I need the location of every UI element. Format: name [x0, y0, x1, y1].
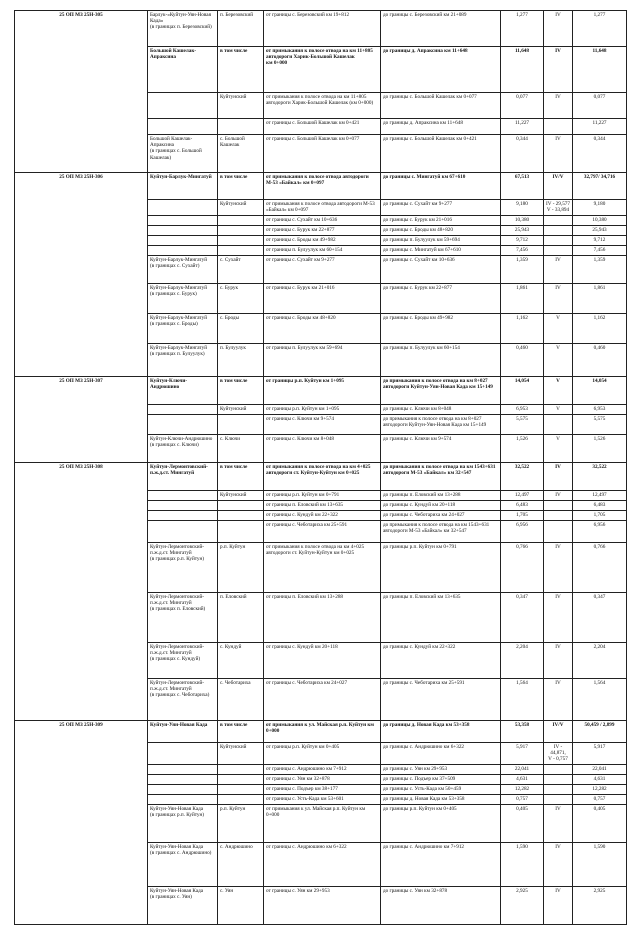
district-cell: с. Большой Кашелак [218, 135, 264, 173]
length-total-cell: 12,282 [573, 784, 627, 794]
length-total-cell: 6,953 [573, 405, 627, 415]
from-cell: от границы с. Уян км 32+878 [264, 774, 381, 784]
road-name [148, 216, 218, 226]
to-cell: до границы с. Мингатуй км 67+610 [381, 173, 501, 200]
road-name: Куйтун-Ключи-Андрюшино (в границах с. Ключи) [148, 435, 218, 463]
to-cell: до примыкания к полосе отвода на км 1543+631 автодороги М-53 «Байкал» км 32+547 [381, 463, 501, 491]
to-cell: до границы с. Чеботариха км 25+591 [381, 679, 501, 721]
length-total-cell: 1,359 [573, 256, 627, 284]
category-cell: V [544, 377, 573, 405]
road-name [148, 226, 218, 236]
length-cell: 9,712 [501, 236, 544, 246]
length-cell: 12,497 [501, 491, 544, 501]
table-body [15, 11, 627, 925]
category-cell: IV - 29,577 V - 33,894 [544, 200, 573, 216]
district-cell: в том числе [218, 173, 264, 200]
district-cell: с. Андрюшино [218, 842, 264, 886]
length-cell: 1,590 [501, 842, 544, 886]
road-name: Куйтун-Лермонтовский-п.ж.д.ст. Мингатуй (в границах с. Кундуй) [148, 643, 218, 679]
road-name: Куйтун-Лермонтовский-п.ж.д.ст. Мингатуй (в границах п. Еловский) [148, 593, 218, 643]
length-cell: 0,344 [501, 135, 544, 173]
table-row [15, 11, 627, 47]
length-cell: 53,358 [501, 721, 544, 743]
length-cell: 5,575 [501, 415, 544, 435]
road-name: Куйтун-Лермонтовский-п.ж.д.ст. Мингатуй (в границах с. Чеботариха) [148, 679, 218, 721]
from-cell: от границы с. Большой Кашелак км 0+421 [264, 119, 381, 135]
district-cell: Куйтунский [218, 200, 264, 216]
length-cell: 6,953 [501, 405, 544, 415]
length-cell: 0,347 [501, 593, 544, 643]
road-name [148, 521, 218, 543]
from-cell: от границы р.п. Куйтун км 0+405 [264, 743, 381, 765]
road-name [148, 501, 218, 511]
district-cell: р.п. Куйтун [218, 804, 264, 842]
category-cell: V [544, 344, 573, 377]
length-total-cell: 1,705 [573, 511, 627, 521]
length-total-cell: 1,590 [573, 842, 627, 886]
road-name [148, 119, 218, 135]
length-total-cell: 0,757 [573, 794, 627, 804]
to-cell: до границы с. Мингатуй км 67+610 [381, 246, 501, 256]
to-cell: до границы с. Ключи км 8+048 [381, 405, 501, 415]
category-cell: IV [544, 463, 573, 491]
length-total-cell: 9,180 [573, 200, 627, 216]
road-name [148, 246, 218, 256]
to-cell: до границы с. Андрюшино км 7+912 [381, 842, 501, 886]
category-cell: IV - 44,871, V - 0,757 [544, 743, 573, 765]
length-total-cell: 5,575 [573, 415, 627, 435]
district-cell [218, 119, 264, 135]
length-cell: 14,054 [501, 377, 544, 405]
length-cell: 7,456 [501, 246, 544, 256]
length-total-cell: 7,456 [573, 246, 627, 256]
district-cell [218, 774, 264, 784]
road-code: 25 ОП МЗ 25Н-309 [15, 721, 148, 925]
district-cell: Куйтунский [218, 491, 264, 501]
road-name: Куйтун-Лермонтовский-п.ж.д.ст. Мингатуй (в границах р.п. Куйтун) [148, 543, 218, 593]
district-cell: п. Булуулук [218, 344, 264, 377]
to-cell: до границы с. Уян км 29+953 [381, 764, 501, 774]
length-cell: 1,277 [501, 11, 544, 47]
length-total-cell: 1,162 [573, 314, 627, 344]
from-cell: от границы п. Еловский км 13+635 [264, 501, 381, 511]
from-cell: от границы с. Сухайт км 10+636 [264, 216, 381, 226]
length-cell: 32,522 [501, 463, 544, 491]
length-total-cell: 11,227 [573, 119, 627, 135]
length-total-cell: 0,347 [573, 593, 627, 643]
from-cell: от границы р.п. Куйтун км 1+095 [264, 405, 381, 415]
length-cell: 5,917 [501, 743, 544, 765]
length-total-cell: 0,344 [573, 135, 627, 173]
road-register-table [14, 10, 627, 925]
category-cell [544, 236, 573, 246]
category-cell: IV [544, 93, 573, 119]
district-cell [218, 415, 264, 435]
category-cell: IV [544, 643, 573, 679]
district-cell [218, 784, 264, 794]
length-total-cell: 1,526 [573, 435, 627, 463]
category-cell: V [544, 405, 573, 415]
district-cell: р.п. Куйтун [218, 543, 264, 593]
length-cell: 1,162 [501, 314, 544, 344]
district-cell: с. Чеботариха [218, 679, 264, 721]
district-cell [218, 226, 264, 236]
length-total-cell: 0,766 [573, 543, 627, 593]
road-name: Куйтун-Лермонтовский-п.ж.д.ст. Мингатуй [148, 463, 218, 491]
category-cell: IV [544, 842, 573, 886]
district-cell: в том числе [218, 463, 264, 491]
to-cell: до границы с. Андрюшино км 6+322 [381, 743, 501, 765]
road-name [148, 794, 218, 804]
length-cell: 1,526 [501, 435, 544, 463]
category-cell [544, 794, 573, 804]
road-name [148, 200, 218, 216]
length-cell: 12,282 [501, 784, 544, 794]
length-cell: 0,757 [501, 794, 544, 804]
length-total-cell: 6,956 [573, 521, 627, 543]
length-total-cell: 0,077 [573, 93, 627, 119]
district-cell: п. Березовский [218, 11, 264, 47]
from-cell: от границы с. Большой Кашелак км 0+077 [264, 135, 381, 173]
road-name [148, 784, 218, 794]
category-cell: IV/V [544, 721, 573, 743]
district-cell [218, 511, 264, 521]
from-cell: от примыкания к полосе отвода автодороги М-53 «Байкал» км 0+097 [264, 200, 381, 216]
road-name [148, 491, 218, 501]
from-cell: от примыкания к полосе отвода на км 4+025 автодороги ст. Куйтун-Куйтун км 0+025 [264, 463, 381, 491]
road-code: 25 ОП МЗ 25Н-307 [15, 377, 148, 463]
category-cell [544, 784, 573, 794]
road-name: Куйтун-Барлук-Мингатуй [148, 173, 218, 200]
district-cell: с. Бурук [218, 284, 264, 314]
road-name [148, 511, 218, 521]
length-cell: 22,041 [501, 764, 544, 774]
road-code: 25 ОП МЗ 25Н-305 [15, 11, 148, 173]
length-cell: 11,648 [501, 47, 544, 93]
length-total-cell: 12,497 [573, 491, 627, 501]
from-cell: от границы с. Березовский км 19+812 [264, 11, 381, 47]
length-cell: 9,180 [501, 200, 544, 216]
category-cell [544, 764, 573, 774]
road-name [148, 743, 218, 765]
from-cell: от границы с. Уян км 29+953 [264, 886, 381, 924]
length-total-cell: 50,459 / 2,899 [573, 721, 627, 743]
district-cell [218, 246, 264, 256]
category-cell: IV/V [544, 173, 573, 200]
to-cell: до границы с. Сухайт км 9+277 [381, 200, 501, 216]
from-cell: от границы с. Бурук км 21+016 [264, 284, 381, 314]
category-cell: IV [544, 593, 573, 643]
category-cell [544, 119, 573, 135]
road-name: Куйтун-Уян-Новая Када [148, 721, 218, 743]
from-cell: от границы с. Сухайт км 9+277 [264, 256, 381, 284]
from-cell: от границы с. Чеботариха км 24+027 [264, 679, 381, 721]
to-cell: до границы с. Сухайт км 10+636 [381, 256, 501, 284]
to-cell: до границы с. Броды км 48+820 [381, 226, 501, 236]
category-cell [544, 415, 573, 435]
from-cell: от границы с. Чеботариха км 25+591 [264, 521, 381, 543]
length-cell: 6,956 [501, 521, 544, 543]
road-name: Куйтун-Барлук-Мингатуй (в границах с. Бурук) [148, 284, 218, 314]
to-cell: до границы п. Еловский км 13+635 [381, 593, 501, 643]
length-total-cell: 22,041 [573, 764, 627, 774]
length-total-cell: 10,380 [573, 216, 627, 226]
category-cell: IV [544, 804, 573, 842]
district-cell: п. Еловский [218, 593, 264, 643]
length-cell: 25,943 [501, 226, 544, 236]
table-row [15, 173, 627, 200]
road-code: 25 ОП МЗ 25Н-308 [15, 463, 148, 721]
district-cell: с. Сухайт [218, 256, 264, 284]
to-cell: до границы с. Большой Кашелак км 0+077 [381, 93, 501, 119]
category-cell [544, 216, 573, 226]
to-cell: до границы д. Новая Када км 53+358 [381, 721, 501, 743]
from-cell: от границы с. Подъер км 38+177 [264, 784, 381, 794]
to-cell: до границы д. Апраксина км 11+648 [381, 119, 501, 135]
length-cell: 6,483 [501, 501, 544, 511]
to-cell: до границы с. Чеботариха км 24+027 [381, 511, 501, 521]
district-cell [218, 521, 264, 543]
to-cell: до границы с. Бурук км 21+016 [381, 216, 501, 226]
length-cell: 67,513 [501, 173, 544, 200]
length-total-cell: 6,483 [573, 501, 627, 511]
to-cell: до примыкания к полосе отвода на км 8+027 автодороги Куйтун-Уян-Новая Када км 15+149 [381, 377, 501, 405]
district-cell: Куйтунский [218, 405, 264, 415]
from-cell: от границы с. Усть-Када км 53+601 [264, 794, 381, 804]
table-row [15, 463, 627, 491]
district-cell [218, 501, 264, 511]
from-cell: от границы п. Еловский км 13+288 [264, 593, 381, 643]
length-total-cell: 5,917 [573, 743, 627, 765]
to-cell: до границы с. Усть-Када км 50+459 [381, 784, 501, 794]
road-name: Большой Кашелак-Апрaксина (в границах с. Большой Кашелак) [148, 135, 218, 173]
length-total-cell: 14,054 [573, 377, 627, 405]
district-cell: с. Уян [218, 886, 264, 924]
from-cell: от границы с. Ключи км 9+574 [264, 415, 381, 435]
from-cell: от примыкания к ул. Майская р.п. Куйтун км 0+000 [264, 721, 381, 743]
from-cell: от границы с. Ключи км 8+048 [264, 435, 381, 463]
table-row [15, 721, 627, 743]
district-cell [218, 794, 264, 804]
category-cell [544, 501, 573, 511]
from-cell: от границы с. Бурук км 22+877 [264, 226, 381, 236]
table-row [15, 377, 627, 405]
length-cell: 0,405 [501, 804, 544, 842]
from-cell: от границы с. Андрюшино км 7+912 [264, 764, 381, 774]
road-name: Куйтун-Барлук-Мингатуй (в границах с. Броды) [148, 314, 218, 344]
road-name: Куйтун-Уян-Новая Када (в границах р.п. Куйтун) [148, 804, 218, 842]
to-cell: до границы с. Большой Кашелак км 0+421 [381, 135, 501, 173]
from-cell: от границы с. Андрюшино км 6+322 [264, 842, 381, 886]
length-total-cell: 0,405 [573, 804, 627, 842]
category-cell: IV [544, 284, 573, 314]
road-name: Куйтун-Уян-Новая Када (в границах с. Андрюшино) [148, 842, 218, 886]
district-cell: Куйтунский [218, 743, 264, 765]
category-cell [544, 521, 573, 543]
road-name: Куйтун-Ключи-Андрюшино [148, 377, 218, 405]
length-cell: 11,227 [501, 119, 544, 135]
from-cell: от примыкания к полосе отвода на км 4+025 автодороги ст. Куйтун-Куйтун км 0+025 [264, 543, 381, 593]
category-cell [544, 511, 573, 521]
length-cell: 0,077 [501, 93, 544, 119]
to-cell: до границы с. Кундуй км 20+118 [381, 501, 501, 511]
from-cell: от примыкания к полосе отвода автодороги М-53 «Байкал» км 0+097 [264, 173, 381, 200]
length-total-cell: 1,277 [573, 11, 627, 47]
to-cell: до границы с. Уян км 32+878 [381, 886, 501, 924]
length-total-cell: 9,712 [573, 236, 627, 246]
to-cell: до примыкания к полосе отвода на км 1543+631 автодороги М-53 «Байкал» км 32+547 [381, 521, 501, 543]
category-cell: IV [544, 886, 573, 924]
from-cell: от границы п. Булуулук км 60+154 [264, 246, 381, 256]
to-cell: до границы п. Булуулук км 59+694 [381, 236, 501, 246]
length-total-cell: 2,204 [573, 643, 627, 679]
to-cell: до границы с. Кундуй км 22+322 [381, 643, 501, 679]
from-cell: от границы с. Кундуй км 22+322 [264, 511, 381, 521]
from-cell: от границы р.п. Куйтун км 0+791 [264, 491, 381, 501]
from-cell: от примыкания к полосе отвода на км 11+805 автодороги Харик-Большой Кашелак км 0+000 [264, 47, 381, 93]
district-cell [218, 216, 264, 226]
district-cell: в том числе [218, 47, 264, 93]
district-cell: в том числе [218, 721, 264, 743]
length-total-cell: 1,861 [573, 284, 627, 314]
from-cell: от границы с. Броды км 49+982 [264, 236, 381, 246]
to-cell: до границы п. Еловский км 13+288 [381, 491, 501, 501]
road-name [148, 415, 218, 435]
road-name: Куйтун-Барлук-Мингатуй (в границах п. Булуулук) [148, 344, 218, 377]
length-cell: 2,204 [501, 643, 544, 679]
length-cell: 2,925 [501, 886, 544, 924]
length-cell: 10,380 [501, 216, 544, 226]
category-cell [544, 774, 573, 784]
length-total-cell: 0,460 [573, 344, 627, 377]
to-cell: до границы с. Бурук км 22+877 [381, 284, 501, 314]
from-cell: от границы с. Броды км 48+820 [264, 314, 381, 344]
road-code: 25 ОП МЗ 25Н-306 [15, 173, 148, 377]
length-cell: 1,861 [501, 284, 544, 314]
to-cell: до границы р.п. Куйтун км 0+791 [381, 543, 501, 593]
to-cell: до границы с. Березовский км 21+089 [381, 11, 501, 47]
to-cell: до примыкания к полосе отвода на км 8+027 автодороги Куйтун-Уян-Новая Када км 15+149 [381, 415, 501, 435]
category-cell: IV [544, 11, 573, 47]
length-cell: 0,766 [501, 543, 544, 593]
category-cell [544, 226, 573, 236]
road-name [148, 405, 218, 415]
district-cell: в том числе [218, 377, 264, 405]
category-cell: V [544, 435, 573, 463]
category-cell: IV [544, 47, 573, 93]
to-cell: до границы р.п. Куйтун км 0+405 [381, 804, 501, 842]
length-total-cell: 4,631 [573, 774, 627, 784]
length-total-cell: 1,564 [573, 679, 627, 721]
to-cell: до границы с. Подъер км 37+509 [381, 774, 501, 784]
road-name: Куйтун-Уян-Новая Када (в границах с. Уян) [148, 886, 218, 924]
from-cell: от примыкания к ул. Майская р.п. Куйтун км 0+000 [264, 804, 381, 842]
road-name [148, 236, 218, 246]
category-cell: IV [544, 256, 573, 284]
district-cell [218, 764, 264, 774]
length-cell: 4,631 [501, 774, 544, 784]
category-cell: V [544, 314, 573, 344]
to-cell: до границы д. Новая Када км 53+358 [381, 794, 501, 804]
category-cell: IV [544, 679, 573, 721]
to-cell: до границы д. Апраксина км 11+648 [381, 47, 501, 93]
length-cell: 1,564 [501, 679, 544, 721]
from-cell: от границы п. Булуулук км 59+694 [264, 344, 381, 377]
from-cell: от примыкания к полосе отвода на км 11+805 автодороги Харик-Большой Кашелак (км 0+000) [264, 93, 381, 119]
district-cell [218, 236, 264, 246]
length-cell: 0,460 [501, 344, 544, 377]
district-cell: Куйтунский [218, 93, 264, 119]
category-cell [544, 246, 573, 256]
category-cell: IV [544, 543, 573, 593]
length-total-cell: 32,797/ 34,716 [573, 173, 627, 200]
road-name [148, 93, 218, 119]
length-cell: 1,359 [501, 256, 544, 284]
length-cell: 1,705 [501, 511, 544, 521]
road-name [148, 774, 218, 784]
to-cell: до границы с. Броды км 49+982 [381, 314, 501, 344]
from-cell: от границы р.п. Куйтун км 1+095 [264, 377, 381, 405]
to-cell: до границы п. Булуулук км 60+154 [381, 344, 501, 377]
road-name: Большой Кашелак-Апрaксина [148, 47, 218, 93]
category-cell: IV [544, 135, 573, 173]
to-cell: до границы с. Ключи км 9+574 [381, 435, 501, 463]
district-cell: с. Броды [218, 314, 264, 344]
length-total-cell: 25,943 [573, 226, 627, 236]
category-cell: IV [544, 491, 573, 501]
road-name [148, 764, 218, 774]
length-total-cell: 2,925 [573, 886, 627, 924]
district-cell: с. Ключи [218, 435, 264, 463]
district-cell: с. Кундуй [218, 643, 264, 679]
from-cell: от границы с. Кундуй км 20+118 [264, 643, 381, 679]
road-name: Барлук-«Куйтун-Уян-Новая Када» (в границах п. Березовский) [148, 11, 218, 47]
length-total-cell: 32,522 [573, 463, 627, 491]
length-total-cell: 11,648 [573, 47, 627, 93]
road-name: Куйтун-Барлук-Мингатуй (в границах с. Сухайт) [148, 256, 218, 284]
